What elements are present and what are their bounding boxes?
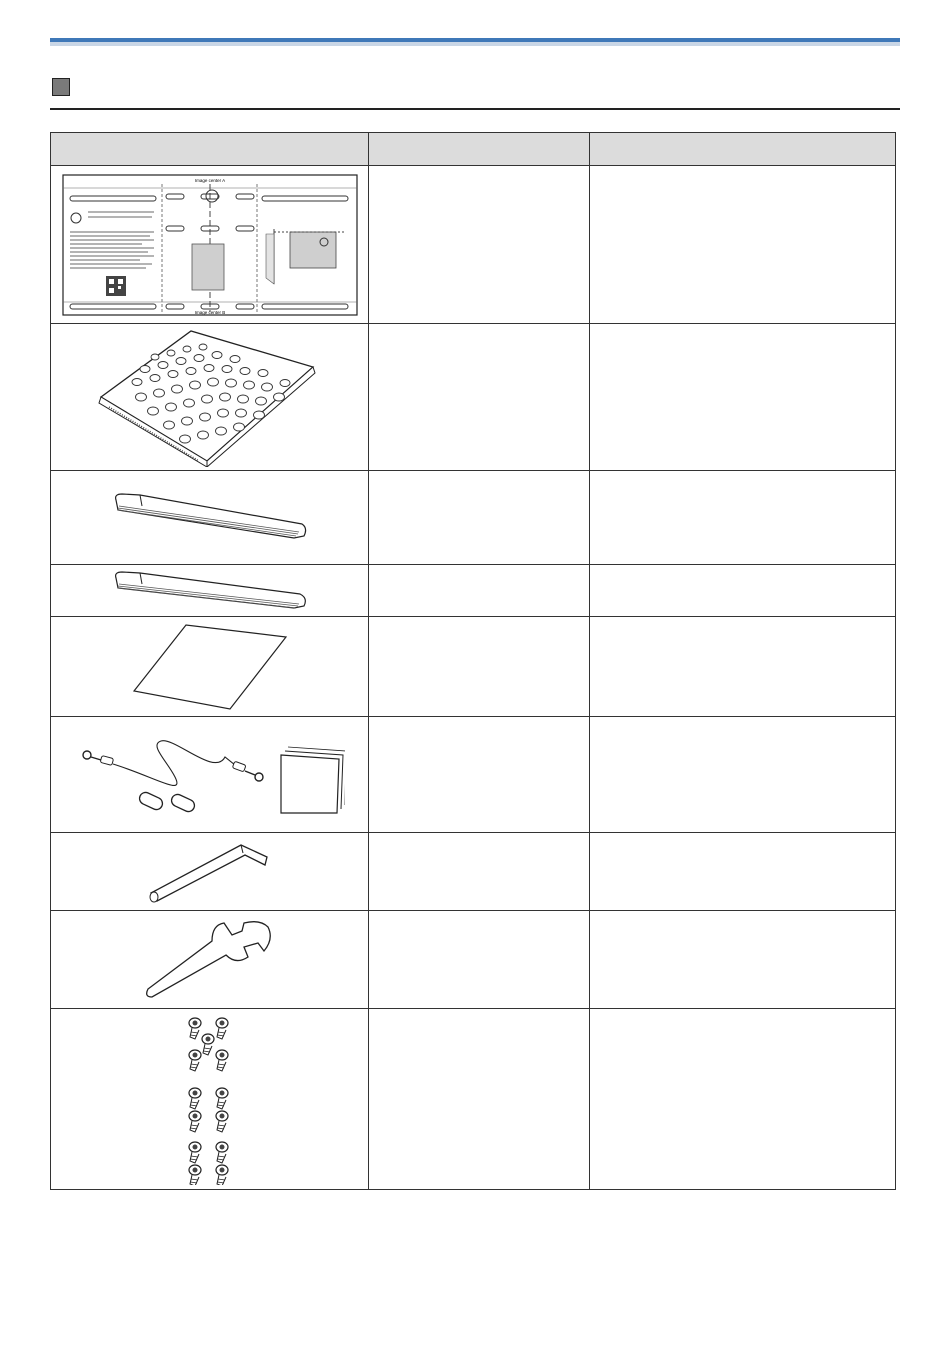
table-row [51,833,896,911]
template-bottom-tag: Image center B [194,309,225,315]
item-name [369,166,590,324]
item-name [369,565,590,617]
item-name [369,471,590,565]
item-description [590,324,896,471]
item-description [590,565,896,617]
item-name [369,1009,590,1190]
bracket-bar-2-cell [51,565,369,617]
table-row [51,1009,896,1190]
item-name [369,617,590,717]
template-top-tag: Image center A [194,177,225,183]
item-name [369,324,590,471]
bracket-bar-2-icon [110,568,310,614]
hex-key-cell [51,833,369,911]
bracket-bar-icon [110,488,310,548]
column-header-description [590,133,896,166]
item-description [590,471,896,565]
template-sheet-cell [51,166,369,324]
section-divider [50,108,900,110]
bracket-bar-cell [51,471,369,565]
item-name [369,911,590,1009]
item-name [369,717,590,833]
column-header-item [51,133,369,166]
screws-icon [180,1013,240,1185]
template-sheet-icon [62,174,358,316]
sheet-cell [51,617,369,717]
table-row [51,717,896,833]
safety-wire-and-manual-icon [75,727,345,823]
screws-cell [51,1009,369,1190]
safety-wire-cell [51,717,369,833]
table-row [51,471,896,565]
sheet-icon [130,623,290,711]
mounting-plate-cell [51,324,369,471]
item-description [590,717,896,833]
item-name [369,833,590,911]
item-description [590,833,896,911]
item-description [590,1009,896,1190]
table-row [51,166,896,324]
wrench-cell [51,911,369,1009]
parts-table [50,132,896,1190]
item-description [590,617,896,717]
table-row [51,617,896,717]
section-marker-icon [52,78,70,96]
table-row [51,324,896,471]
mounting-plate-icon [95,327,325,467]
item-description [590,911,896,1009]
item-description [590,166,896,324]
table-header-row [51,133,896,166]
table-row [51,565,896,617]
hex-key-icon [145,839,275,905]
table-row [51,911,896,1009]
wrench-icon [140,917,280,1003]
header-accent-shadow [50,42,900,46]
column-header-name [369,133,590,166]
